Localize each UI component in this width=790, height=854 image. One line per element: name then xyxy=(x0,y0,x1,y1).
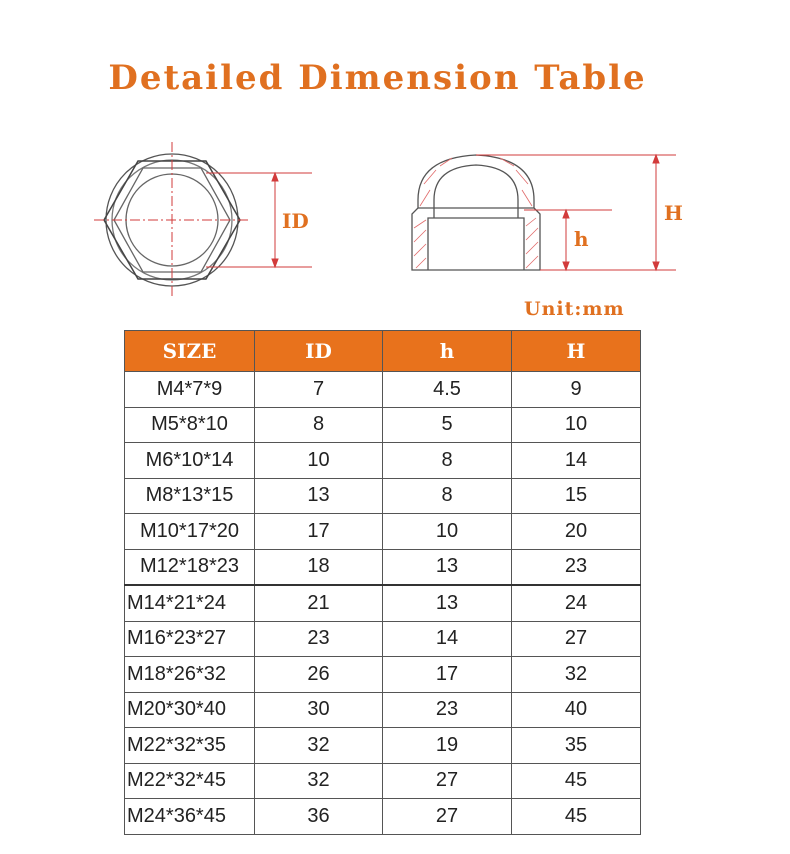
id-cell: 26 xyxy=(255,657,383,693)
h-small-cell: 23 xyxy=(383,692,512,728)
size-cell: M5*8*10 xyxy=(125,407,255,443)
table-row xyxy=(125,372,641,408)
top-view-centerlines xyxy=(94,142,312,298)
h-big-cell: 9 xyxy=(512,372,641,408)
h-big-cell: 27 xyxy=(512,621,641,657)
h-big-cell: 45 xyxy=(512,799,641,835)
table-row xyxy=(125,728,641,764)
header-id: ID xyxy=(255,331,383,372)
table-body xyxy=(125,372,641,835)
h-small-cell: 19 xyxy=(383,728,512,764)
h-small-cell: 8 xyxy=(383,443,512,479)
h-small-cell: 13 xyxy=(383,549,512,585)
size-cell: M12*18*23 xyxy=(125,549,255,585)
h-small-cell: 8 xyxy=(383,478,512,514)
size-cell: M22*32*35 xyxy=(125,728,255,764)
table-row xyxy=(125,478,641,514)
side-view-dimension-lines xyxy=(476,155,676,270)
size-cell: M8*13*15 xyxy=(125,478,255,514)
size-cell: M22*32*45 xyxy=(125,763,255,799)
table-row xyxy=(125,407,641,443)
h-big-cell: 40 xyxy=(512,692,641,728)
h-big-cell: 14 xyxy=(512,443,641,479)
table-row xyxy=(125,621,641,657)
table-row xyxy=(125,585,641,621)
h-big-cell: 20 xyxy=(512,514,641,550)
side-view-drawing xyxy=(412,155,540,270)
id-cell: 30 xyxy=(255,692,383,728)
id-cell: 8 xyxy=(255,407,383,443)
page-title: Detailed Dimension Table xyxy=(108,58,647,98)
id-cell: 10 xyxy=(255,443,383,479)
header-size: SIZE xyxy=(125,331,255,372)
id-cell: 21 xyxy=(255,585,383,621)
table-row xyxy=(125,692,641,728)
h-small-cell: 14 xyxy=(383,621,512,657)
size-cell: M20*30*40 xyxy=(125,692,255,728)
id-dimension-label: ID xyxy=(282,209,309,233)
table-header-row xyxy=(125,331,641,372)
id-cell: 36 xyxy=(255,799,383,835)
h-small-cell: 4.5 xyxy=(383,372,512,408)
size-cell: M14*21*24 xyxy=(125,585,255,621)
h-small-cell: 27 xyxy=(383,763,512,799)
h-big-cell: 45 xyxy=(512,763,641,799)
h-big-cell: 24 xyxy=(512,585,641,621)
h-small-cell: 17 xyxy=(383,657,512,693)
table-row xyxy=(125,443,641,479)
size-cell: M4*7*9 xyxy=(125,372,255,408)
dimension-diagram xyxy=(0,140,790,300)
table-row xyxy=(125,657,641,693)
h-small-cell: 27 xyxy=(383,799,512,835)
id-cell: 32 xyxy=(255,728,383,764)
header-h-small: h xyxy=(383,331,512,372)
id-cell: 7 xyxy=(255,372,383,408)
id-cell: 23 xyxy=(255,621,383,657)
h-small-dimension-label: h xyxy=(574,227,589,251)
table-row xyxy=(125,763,641,799)
h-big-cell: 35 xyxy=(512,728,641,764)
id-cell: 13 xyxy=(255,478,383,514)
size-cell: M18*26*32 xyxy=(125,657,255,693)
h-big-cell: 15 xyxy=(512,478,641,514)
header-h-big: H xyxy=(512,331,641,372)
h-big-cell: 10 xyxy=(512,407,641,443)
size-cell: M24*36*45 xyxy=(125,799,255,835)
h-big-cell: 23 xyxy=(512,549,641,585)
id-cell: 18 xyxy=(255,549,383,585)
table-row xyxy=(125,799,641,835)
h-big-dimension-label: H xyxy=(664,201,683,225)
table-row xyxy=(125,514,641,550)
size-cell: M10*17*20 xyxy=(125,514,255,550)
id-cell: 17 xyxy=(255,514,383,550)
unit-label: Unit:mm xyxy=(524,298,625,320)
h-small-cell: 13 xyxy=(383,585,512,621)
h-small-cell: 5 xyxy=(383,407,512,443)
size-cell: M16*23*27 xyxy=(125,621,255,657)
h-small-cell: 10 xyxy=(383,514,512,550)
h-big-cell: 32 xyxy=(512,657,641,693)
dimension-table xyxy=(124,330,641,835)
side-view-hatching xyxy=(414,158,538,268)
size-cell: M6*10*14 xyxy=(125,443,255,479)
id-cell: 32 xyxy=(255,763,383,799)
table-row xyxy=(125,549,641,585)
